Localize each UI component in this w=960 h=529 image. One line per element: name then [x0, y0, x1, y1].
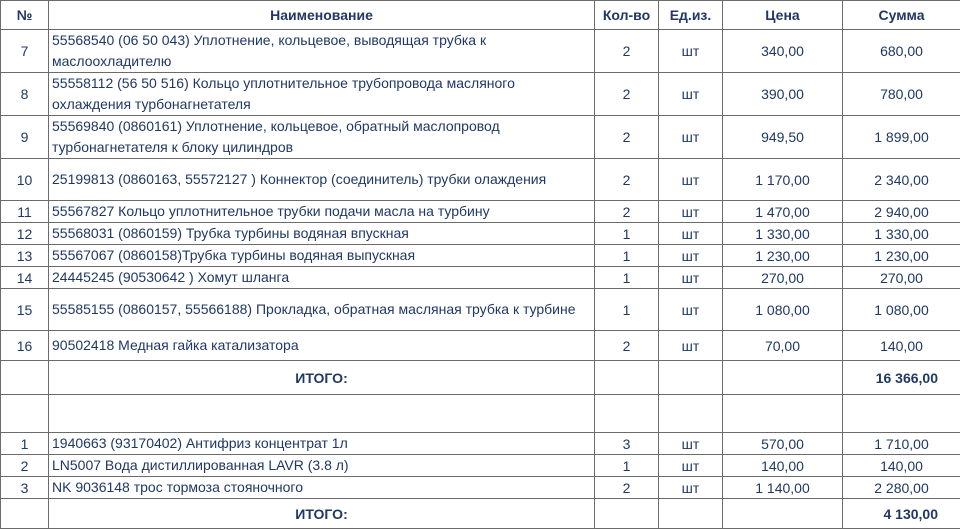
row-unit: шт	[659, 289, 723, 331]
empty-cell	[1, 499, 49, 529]
empty-cell	[1, 395, 49, 433]
row-sum: 140,00	[843, 455, 960, 477]
row-num: 1	[1, 433, 49, 455]
total-value: 4 130,00	[843, 499, 960, 529]
row-price: 949,50	[723, 116, 843, 159]
header-price: Цена	[723, 1, 843, 30]
table-row	[1, 116, 960, 159]
row-price: 570,00	[723, 433, 843, 455]
row-sum: 2 940,00	[843, 201, 960, 223]
table-row	[1, 267, 960, 289]
row-unit: шт	[659, 477, 723, 499]
row-unit: шт	[659, 116, 723, 159]
row-qty: 1	[595, 223, 659, 245]
row-unit: шт	[659, 267, 723, 289]
row-unit: шт	[659, 159, 723, 201]
table-row	[1, 73, 960, 116]
row-name: 1940663 (93170402) Антифриз концентрат 1л	[49, 433, 595, 455]
row-price: 1 470,00	[723, 201, 843, 223]
table-row	[1, 289, 960, 331]
empty-cell	[659, 395, 723, 433]
total-label: ИТОГО:	[49, 499, 595, 529]
total-row	[1, 499, 960, 529]
row-unit: шт	[659, 30, 723, 73]
row-num: 15	[1, 289, 49, 331]
row-price: 340,00	[723, 30, 843, 73]
header-sum: Сумма	[843, 1, 960, 30]
row-num: 7	[1, 30, 49, 73]
row-sum: 1 710,00	[843, 433, 960, 455]
row-name: 55568031 (0860159) Трубка турбины водяная впускная	[49, 223, 595, 245]
row-unit: шт	[659, 331, 723, 361]
header-unit: Ед.из.	[659, 1, 723, 30]
row-sum: 270,00	[843, 267, 960, 289]
table-row	[1, 477, 960, 499]
row-qty: 2	[595, 73, 659, 116]
row-sum: 1 330,00	[843, 223, 960, 245]
row-sum: 140,00	[843, 331, 960, 361]
row-num: 13	[1, 245, 49, 267]
row-qty: 1	[595, 267, 659, 289]
row-sum: 1 230,00	[843, 245, 960, 267]
row-sum: 2 280,00	[843, 477, 960, 499]
row-sum: 780,00	[843, 73, 960, 116]
row-unit: шт	[659, 223, 723, 245]
header-num: №	[1, 1, 49, 30]
row-num: 12	[1, 223, 49, 245]
empty-cell	[723, 361, 843, 395]
empty-row	[1, 395, 960, 433]
total-value: 16 366,00	[843, 361, 960, 395]
empty-cell	[595, 499, 659, 529]
row-price: 1 080,00	[723, 289, 843, 331]
table-row	[1, 331, 960, 361]
row-price: 270,00	[723, 267, 843, 289]
row-name: 55569840 (0860161) Уплотнение, кольцевое, обратный маслопровод турбонагнетателя к блоку цилиндров	[49, 116, 595, 159]
row-sum: 2 340,00	[843, 159, 960, 201]
row-num: 3	[1, 477, 49, 499]
empty-cell	[843, 395, 960, 433]
row-qty: 1	[595, 289, 659, 331]
row-price: 1 170,00	[723, 159, 843, 201]
total-label: ИТОГО:	[49, 361, 595, 395]
row-name: 90502418 Медная гайка катализатора	[49, 331, 595, 361]
row-name: 55558112 (56 50 516) Кольцо уплотнительное трубопровода масляного охлаждения турбонагнетателя	[49, 73, 595, 116]
empty-cell	[723, 395, 843, 433]
row-price: 1 330,00	[723, 223, 843, 245]
row-name: NK 9036148 трос тормоза стояночного	[49, 477, 595, 499]
empty-cell	[659, 361, 723, 395]
empty-cell	[595, 361, 659, 395]
row-unit: шт	[659, 433, 723, 455]
empty-cell	[49, 395, 595, 433]
row-unit: шт	[659, 455, 723, 477]
row-num: 2	[1, 455, 49, 477]
row-unit: шт	[659, 201, 723, 223]
row-price: 1 140,00	[723, 477, 843, 499]
row-qty: 2	[595, 201, 659, 223]
row-num: 11	[1, 201, 49, 223]
total-row	[1, 361, 960, 395]
row-name: 25199813 (0860163, 55572127 ) Коннектор (соединитель) трубки олаждения	[49, 159, 595, 201]
row-num: 9	[1, 116, 49, 159]
row-name: 55585155 (0860157, 55566188) Прокладка, обратная масляная трубка к турбине	[49, 289, 595, 331]
row-price: 140,00	[723, 455, 843, 477]
empty-cell	[595, 395, 659, 433]
table-row	[1, 245, 960, 267]
row-num: 16	[1, 331, 49, 361]
row-name: 55567827 Кольцо уплотнительное трубки подачи масла на турбину	[49, 201, 595, 223]
row-price: 1 230,00	[723, 245, 843, 267]
row-num: 10	[1, 159, 49, 201]
row-num: 14	[1, 267, 49, 289]
row-qty: 2	[595, 477, 659, 499]
row-price: 70,00	[723, 331, 843, 361]
table-row	[1, 30, 960, 73]
header-row	[1, 1, 960, 30]
row-sum: 680,00	[843, 30, 960, 73]
row-name: 24445245 (90530642 ) Хомут шланга	[49, 267, 595, 289]
header-qty: Кол-во	[595, 1, 659, 30]
row-unit: шт	[659, 73, 723, 116]
empty-cell	[723, 499, 843, 529]
empty-cell	[1, 361, 49, 395]
row-unit: шт	[659, 245, 723, 267]
table-row	[1, 223, 960, 245]
row-qty: 3	[595, 433, 659, 455]
table-row	[1, 201, 960, 223]
row-sum: 1 080,00	[843, 289, 960, 331]
row-num: 8	[1, 73, 49, 116]
row-qty: 2	[595, 30, 659, 73]
row-qty: 2	[595, 159, 659, 201]
row-qty: 2	[595, 331, 659, 361]
table-row	[1, 159, 960, 201]
table-row	[1, 433, 960, 455]
row-qty: 2	[595, 116, 659, 159]
row-name: 55568540 (06 50 043) Уплотнение, кольцевое, выводящая трубка к маслоохладителю	[49, 30, 595, 73]
empty-cell	[659, 499, 723, 529]
row-name: 55567067 (0860158)Трубка турбины водяная выпускная	[49, 245, 595, 267]
row-sum: 1 899,00	[843, 116, 960, 159]
header-name: Наименование	[49, 1, 595, 30]
table-row	[1, 455, 960, 477]
row-price: 390,00	[723, 73, 843, 116]
row-name: LN5007 Вода дистиллированная LAVR (3.8 л)	[49, 455, 595, 477]
row-qty: 1	[595, 245, 659, 267]
row-qty: 1	[595, 455, 659, 477]
